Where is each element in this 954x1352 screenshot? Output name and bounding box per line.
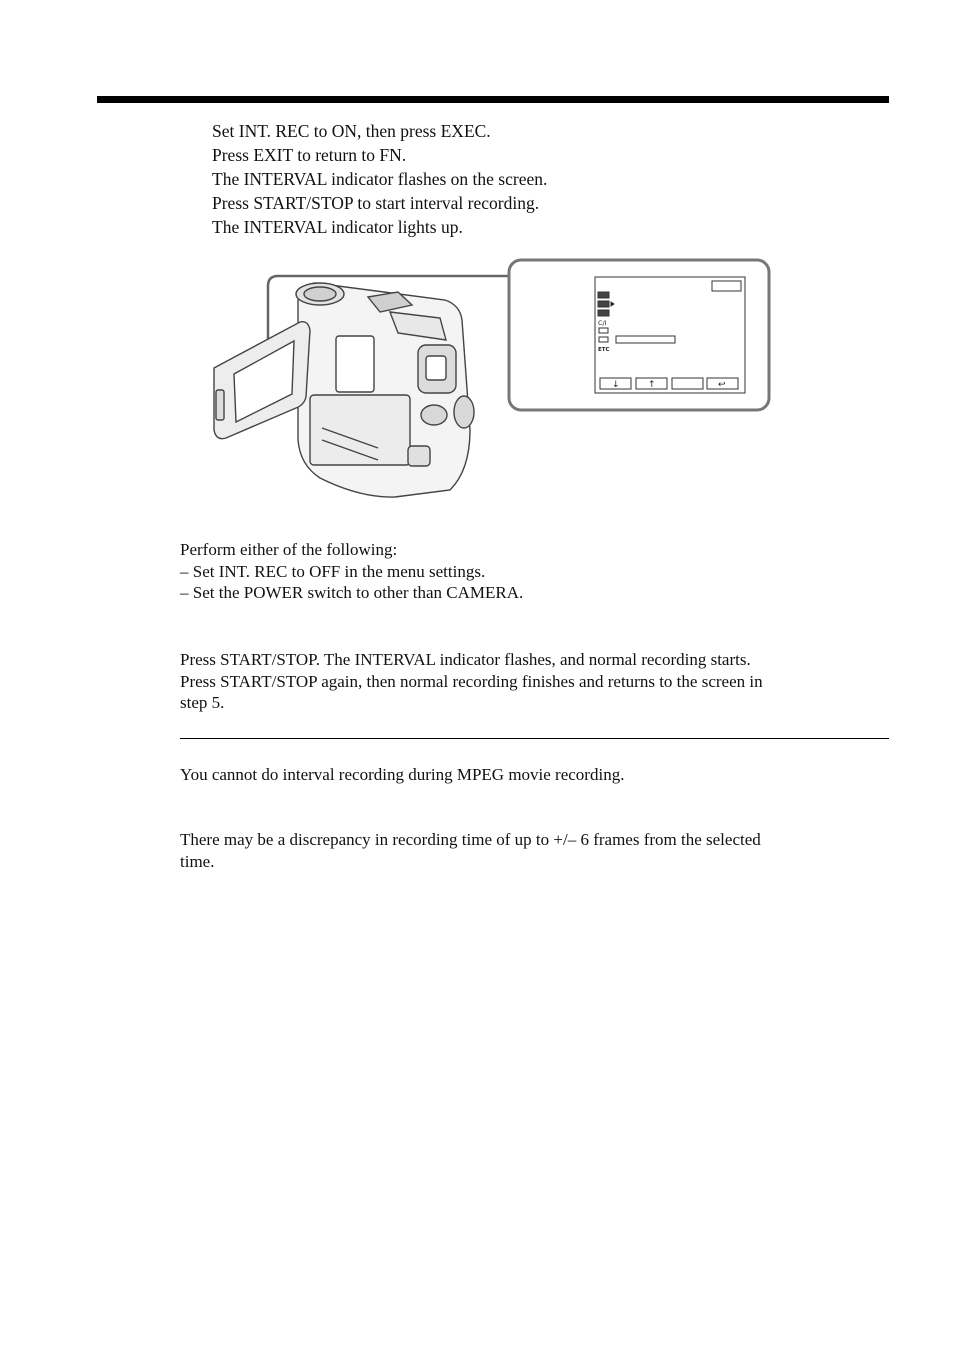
menu-icon-etc: ETC	[598, 347, 610, 353]
step-line: The INTERVAL indicator flashes on the screen.	[212, 169, 548, 189]
normal-recording-line: Press START/STOP. The INTERVAL indicator flashes, and normal recording starts.	[180, 650, 751, 669]
normal-recording-line: Press START/STOP again, then normal recording finishes and returns to the screen in	[180, 671, 763, 691]
cancel-option: – Set INT. REC to OFF in the menu settings.	[180, 561, 486, 581]
normal-recording-section	[180, 649, 880, 714]
note-text: You cannot do interval recording during MPEG movie recording.	[180, 765, 625, 784]
cancel-intro: Perform either of the following:	[180, 540, 398, 559]
menu-icon-cp: C/I	[598, 319, 607, 327]
down-arrow-icon: ↓	[612, 380, 620, 390]
up-arrow-icon: ↑	[648, 380, 656, 390]
step-instructions	[212, 119, 547, 239]
note-text: time.	[180, 851, 215, 871]
menu-screen	[595, 277, 745, 393]
step-line: Set INT. REC to ON, then press EXEC.	[212, 121, 491, 141]
section-divider	[180, 738, 889, 739]
note-text: There may be a discrepancy in recording time of up to +/– 6 frames from the selected	[180, 830, 761, 849]
return-icon: ↩	[718, 380, 726, 390]
cancel-option: – Set the POWER switch to other than CAMERA.	[180, 583, 524, 602]
step-line: Press EXIT to return to FN.	[212, 145, 407, 165]
normal-recording-line: step 5.	[180, 693, 225, 712]
note-discrepancy	[180, 829, 880, 872]
step-line: The INTERVAL indicator lights up.	[212, 217, 463, 237]
camcorder-illustration	[205, 250, 785, 510]
note-mpeg	[180, 764, 624, 786]
cancel-section	[180, 539, 523, 604]
header-rule	[97, 96, 889, 103]
step-line: Press START/STOP to start interval recording.	[212, 193, 540, 213]
